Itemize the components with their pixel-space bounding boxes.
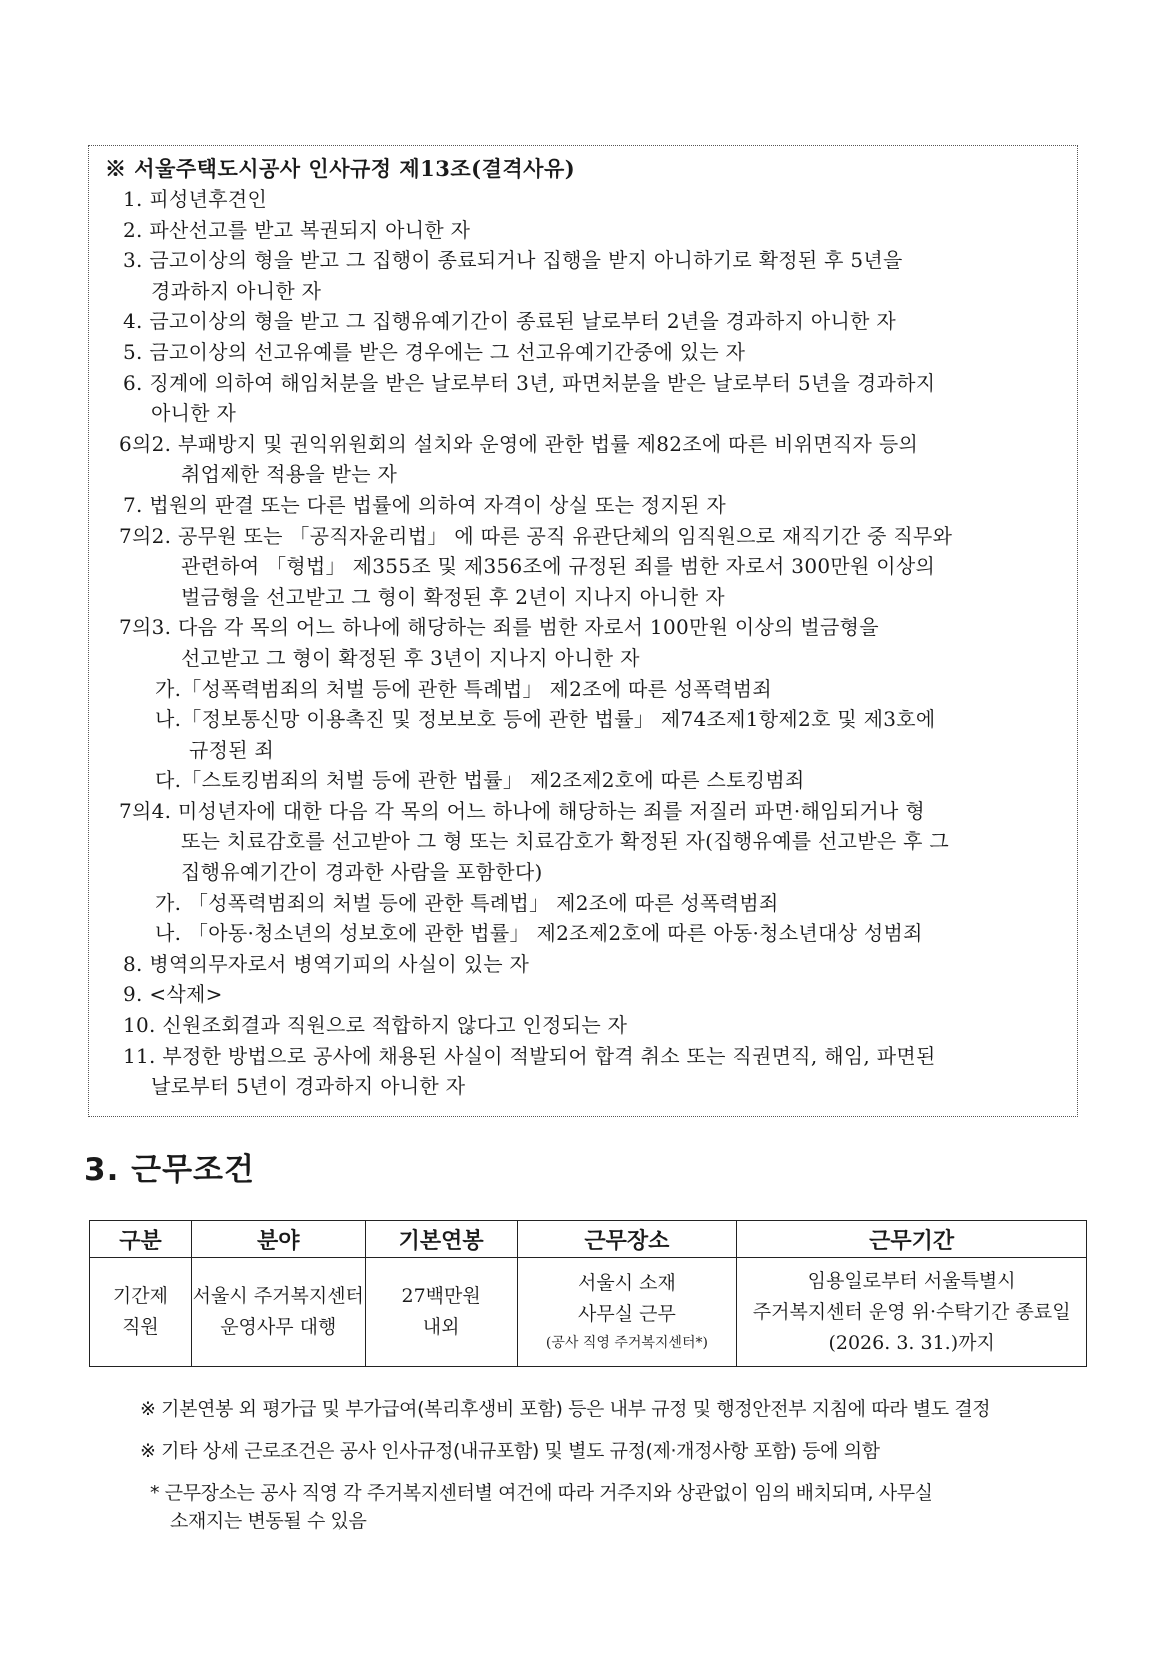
- section-heading-work-conditions: 3. 근무조건: [84, 1152, 255, 1188]
- rule-line: 가.「성폭력범죄의 처벌 등에 관한 특례법」 제2조에 따른 성폭력범죄: [155, 676, 773, 701]
- cell-location: 서울시 소재 사무실 근무 (공사 직영 주거복지센터*): [517, 1258, 737, 1367]
- rule-line: 날로부터 5년이 경과하지 아니한 자: [151, 1074, 466, 1099]
- rule-line: 경과하지 아니한 자: [151, 278, 322, 303]
- cell-period: 임용일로부터 서울특별시 주거복지센터 운영 위·수탁기간 종료일 (2026. 3. 31.)까지: [737, 1258, 1087, 1367]
- rule-line: 집행유예기간이 경과한 사람을 포함한다): [181, 860, 543, 885]
- rule-line: 5. 금고이상의 선고유예를 받은 경우에는 그 선고유예기간중에 있는 자: [123, 339, 746, 364]
- rule-line: 나.「정보통신망 이용촉진 및 정보보호 등에 관한 법률」 제74조제1항제2호 및 제3호에: [155, 707, 936, 732]
- disqualification-rules-box: [88, 145, 1078, 1117]
- rule-line: 다.「스토킹범죄의 처벌 등에 관한 법률」 제2조제2호에 따른 스토킹범죄: [155, 768, 805, 793]
- rule-line: 또는 치료감호를 선고받아 그 형 또는 치료감호가 확정된 자(집행유예를 선고받은 후 그: [181, 829, 950, 854]
- rule-line: 아니한 자: [151, 401, 237, 426]
- rule-line: 2. 파산선고를 받고 복권되지 아니한 자: [123, 217, 471, 242]
- cell-type: 기간제 직원: [90, 1258, 192, 1367]
- work-conditions-table: [89, 1220, 1087, 1367]
- rules-title: ※ 서울주택도시공사 인사규정 제13조(결격사유): [105, 156, 576, 181]
- table-row: [90, 1258, 1087, 1367]
- rule-line: 11. 부정한 방법으로 공사에 채용된 사실이 적발되어 합격 취소 또는 직권면직, 해임, 파면된: [123, 1043, 936, 1068]
- rule-line: 규정된 죄: [189, 737, 275, 762]
- notes-section: [140, 1395, 990, 1549]
- footnote-location: * 근무장소는 공사 직영 각 주거복지센터별 여건에 따라 거주지와 상관없이 임의 배치되며, 사무실: [150, 1482, 933, 1504]
- header-location: 근무장소: [517, 1221, 737, 1258]
- rules-list: [105, 184, 1063, 1102]
- rule-line: 6. 징계에 의하여 해임처분을 받은 날로부터 3년, 파면처분을 받은 날로부터 5년을 경과하지: [123, 370, 936, 395]
- table-header-row: [90, 1221, 1087, 1258]
- rule-line: 4. 금고이상의 형을 받고 그 집행유예기간이 종료된 날로부터 2년을 경과하지 아니한 자: [123, 309, 897, 334]
- header-salary: 기본연봉: [365, 1221, 517, 1258]
- rule-line: 나. 「아동·청소년의 성보호에 관한 법률」 제2조제2호에 따른 아동·청소년대상 성범죄: [155, 921, 923, 946]
- cell-field: 서울시 주거복지센터 운영사무 대행: [191, 1258, 365, 1367]
- rule-line: 7의2. 공무원 또는 「공직자윤리법」 에 따른 공직 유관단체의 임직원으로 재직기간 중 직무와: [119, 523, 953, 548]
- rule-line: 10. 신원조회결과 직원으로 적합하지 않다고 인정되는 자: [123, 1013, 628, 1038]
- rule-line: 3. 금고이상의 형을 받고 그 집행이 종료되거나 집행을 받지 아니하기로 확정된 후 5년을: [123, 248, 903, 273]
- header-period: 근무기간: [737, 1221, 1087, 1258]
- rule-line: 취업제한 적용을 받는 자: [181, 462, 398, 487]
- note-conditions: ※ 기타 상세 근로조건은 공사 인사규정(내규포함) 및 별도 규정(제·개정사항 포함) 등에 의함: [140, 1440, 880, 1462]
- rule-line: 1. 피성년후견인: [123, 187, 268, 211]
- rule-line: 7. 법원의 판결 또는 다른 법률에 의하여 자격이 상실 또는 정지된 자: [123, 492, 727, 517]
- rule-line: 6의2. 부패방지 및 권익위원회의 설치와 운영에 관한 법률 제82조에 따른 비위면직자 등의: [119, 431, 919, 456]
- rule-line: 8. 병역의무자로서 병역기피의 사실이 있는 자: [123, 951, 530, 976]
- rule-line: 선고받고 그 형이 확정된 후 3년이 지나지 아니한 자: [181, 645, 640, 670]
- header-type: 구분: [90, 1221, 192, 1258]
- note-salary: ※ 기본연봉 외 평가급 및 부가급여(복리후생비 포함) 등은 내부 규정 및 행정안전부 지침에 따라 별도 결정: [140, 1398, 991, 1420]
- rule-line: 관련하여 「형법」 제355조 및 제356조에 규정된 죄를 범한 자로서 300만원 이상의: [181, 554, 936, 579]
- footnote-location-cont: 소재지는 변동될 수 있음: [170, 1510, 367, 1532]
- header-field: 분야: [191, 1221, 365, 1258]
- cell-salary: 27백만원 내외: [365, 1258, 517, 1367]
- rule-line: 7의3. 다음 각 목의 어느 하나에 해당하는 죄를 범한 자로서 100만원 이상의 벌금형을: [119, 615, 879, 640]
- rule-line: 벌금형을 선고받고 그 형이 확정된 후 2년이 지나지 아니한 자: [181, 584, 725, 609]
- rule-line: 7의4. 미성년자에 대한 다음 각 목의 어느 하나에 해당하는 죄를 저질러 파면·해임되거나 형: [119, 798, 925, 823]
- rule-line: 가. 「성폭력범죄의 처벌 등에 관한 특례법」 제2조에 따른 성폭력범죄: [155, 890, 779, 915]
- rule-line: 9. <삭제>: [123, 982, 223, 1007]
